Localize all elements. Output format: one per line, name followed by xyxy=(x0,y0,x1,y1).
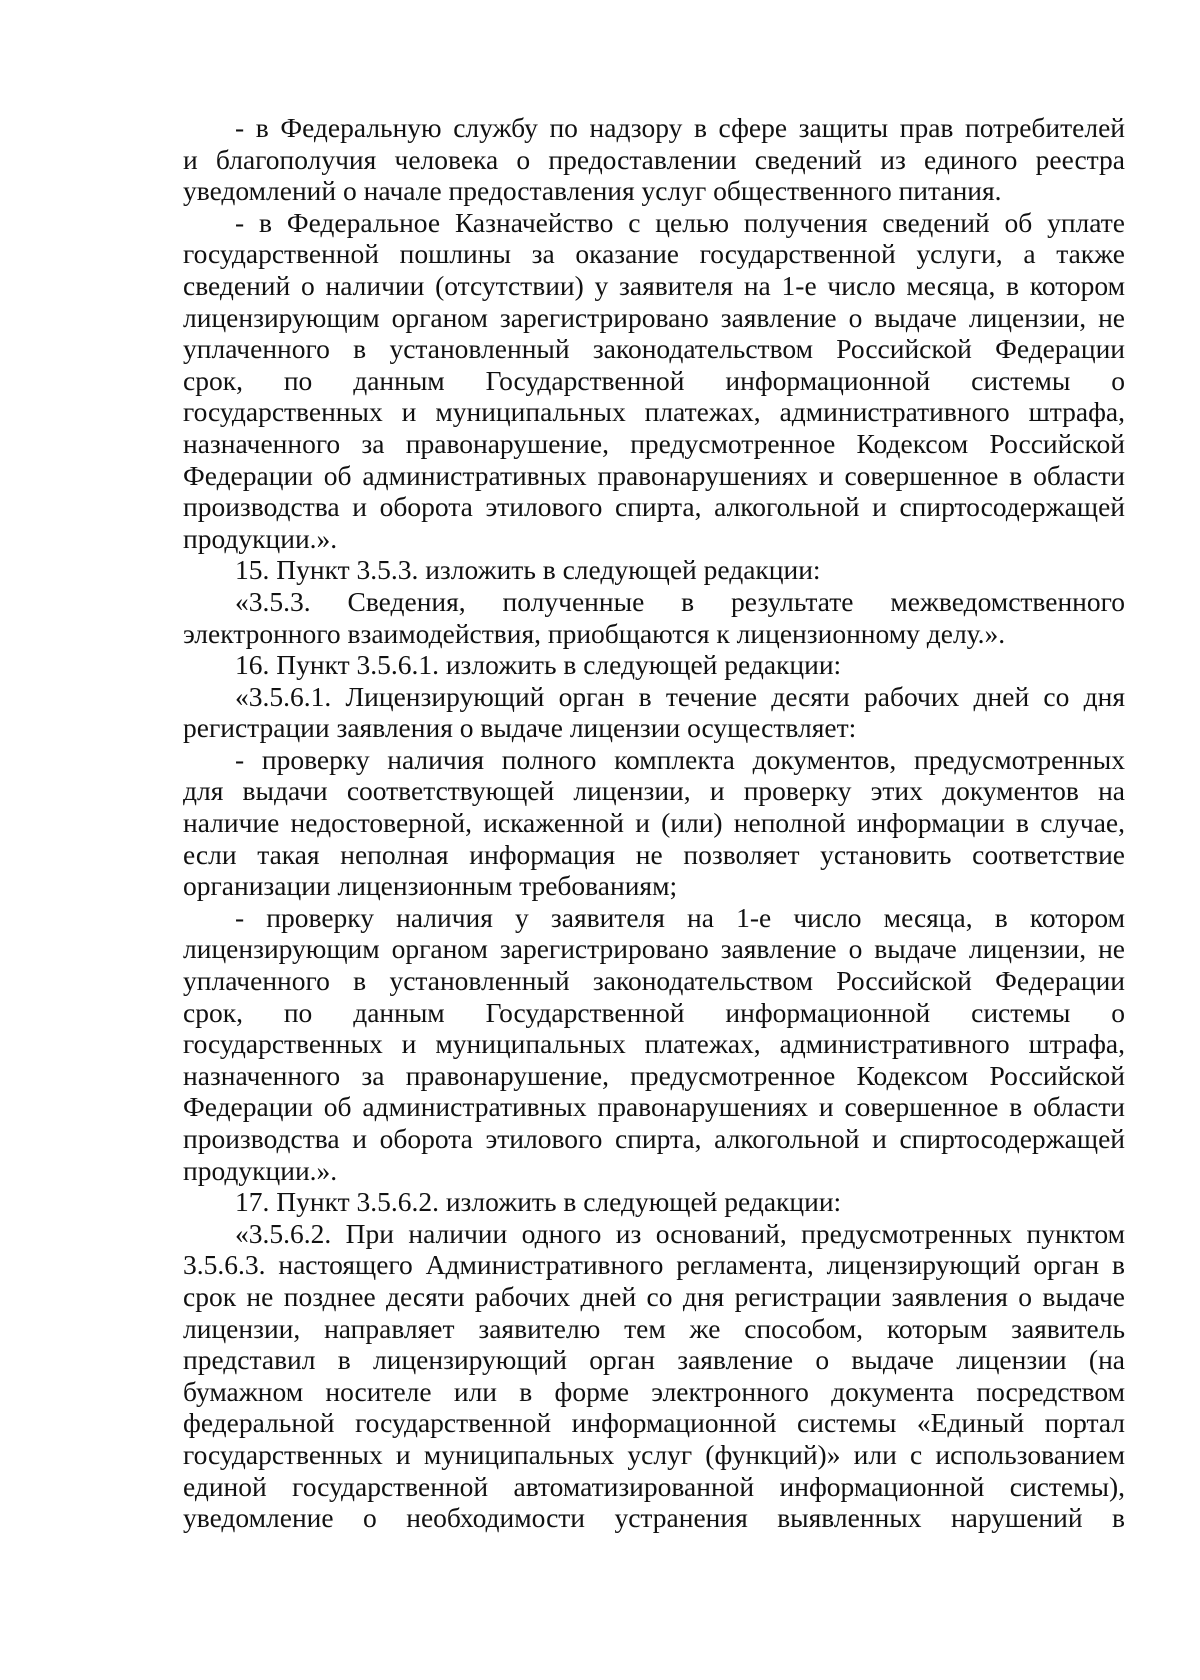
document-text-line: продукции.». xyxy=(183,1154,338,1186)
document-text-line: - проверку наличия у заявителя на 1-е число месяца, в котором xyxy=(235,901,1125,933)
document-text-line: государственных и муниципальных платежах, административного штрафа, xyxy=(183,396,1125,428)
document-text-line: 15. Пункт 3.5.3. изложить в следующей редакции: xyxy=(235,554,821,586)
document-text-line: срок, по данным Государственной информационной системы о xyxy=(183,364,1125,396)
document-text-line: уплаченного в установленный законодательством Российской Федерации xyxy=(183,965,1125,997)
document-text-line: лицензии, направляет заявителю тем же способом, которым заявитель xyxy=(183,1312,1125,1344)
document-text-line: единой государственной автоматизированной информационной системы), xyxy=(183,1470,1125,1502)
document-text-line: - в Федеральное Казначейство с целью получения сведений об уплате xyxy=(235,206,1125,238)
document-text-line: государственных и муниципальных платежах, административного штрафа, xyxy=(183,1028,1125,1060)
document-page xyxy=(183,112,1125,1534)
document-text-line: срок, по данным Государственной информационной системы о xyxy=(183,996,1125,1028)
document-text-line: представил в лицензирующий орган заявление о выдаче лицензии (на xyxy=(183,1344,1125,1376)
document-text-line: продукции.». xyxy=(183,522,338,554)
document-text-line: уплаченного в установленный законодательством Российской Федерации xyxy=(183,333,1125,365)
document-text-line: «3.5.6.2. При наличии одного из оснований, предусмотренных пунктом xyxy=(235,1217,1125,1249)
document-text-line: государственной пошлины за оказание государственной услуги, а также xyxy=(183,238,1125,270)
document-text-line: если такая неполная информация не позволяет установить соответствие xyxy=(183,838,1125,870)
document-text-line: «3.5.6.1. Лицензирующий орган в течение десяти рабочих дней со дня xyxy=(235,680,1125,712)
document-text-line: Федерации об административных правонарушениях и совершенное в области xyxy=(183,459,1125,491)
document-text-line: - в Федеральную службу по надзору в сфере защиты прав потребителей xyxy=(235,112,1125,143)
document-text-line: 3.5.6.3. настоящего Административного регламента, лицензирующий орган в xyxy=(183,1249,1125,1281)
document-text-line: уведомление о необходимости устранения выявленных нарушений в xyxy=(183,1502,1125,1534)
document-text-line: лицензирующим органом зарегистрировано заявление о выдаче лицензии, не xyxy=(183,933,1125,965)
document-text-line: регистрации заявления о выдаче лицензии осуществляет: xyxy=(183,712,857,744)
document-text-line: государственных и муниципальных услуг (функций)» или с использованием xyxy=(183,1438,1125,1470)
document-text-line: производства и оборота этилового спирта, алкогольной и спиртосодержащей xyxy=(183,491,1125,523)
document-text-line: 16. Пункт 3.5.6.1. изложить в следующей редакции: xyxy=(235,649,842,681)
document-text-line: сведений о наличии (отсутствии) у заявителя на 1-е число месяца, в котором xyxy=(183,269,1125,301)
document-text-line: организации лицензионным требованиям; xyxy=(183,870,678,902)
document-text-line: наличие недостоверной, искаженной и (или) неполной информации в случае, xyxy=(183,807,1125,839)
document-text-line: 17. Пункт 3.5.6.2. изложить в следующей редакции: xyxy=(235,1186,842,1218)
document-text-line: лицензирующим органом зарегистрировано заявление о выдаче лицензии, не xyxy=(183,301,1125,333)
document-text-line: - проверку наличия полного комплекта документов, предусмотренных xyxy=(235,743,1125,775)
document-text-line: срок не позднее десяти рабочих дней со дня регистрации заявления о выдаче xyxy=(183,1280,1125,1312)
document-text-line: бумажном носителе или в форме электронного документа посредством xyxy=(183,1375,1125,1407)
document-text-line: электронного взаимодействия, приобщаются к лицензионному делу.». xyxy=(183,617,1006,649)
document-text-line: «3.5.3. Сведения, полученные в результате межведомственного xyxy=(235,585,1125,617)
document-text-line: федеральной государственной информационной системы «Единый портал xyxy=(183,1407,1125,1439)
document-text-line: производства и оборота этилового спирта, алкогольной и спиртосодержащей xyxy=(183,1123,1125,1154)
document-text-line: Федерации об административных правонарушениях и совершенное в области xyxy=(183,1091,1125,1123)
document-text-line: назначенного за правонарушение, предусмотренное Кодексом Российской xyxy=(183,1059,1125,1091)
document-text-line: уведомлений о начале предоставления услуг общественного питания. xyxy=(183,175,1002,207)
document-text-line: для выдачи соответствующей лицензии, и проверку этих документов на xyxy=(183,775,1125,807)
document-text-line: и благополучия человека о предоставлении сведений из единого реестра xyxy=(183,143,1125,175)
document-text-line: назначенного за правонарушение, предусмотренное Кодексом Российской xyxy=(183,427,1125,459)
